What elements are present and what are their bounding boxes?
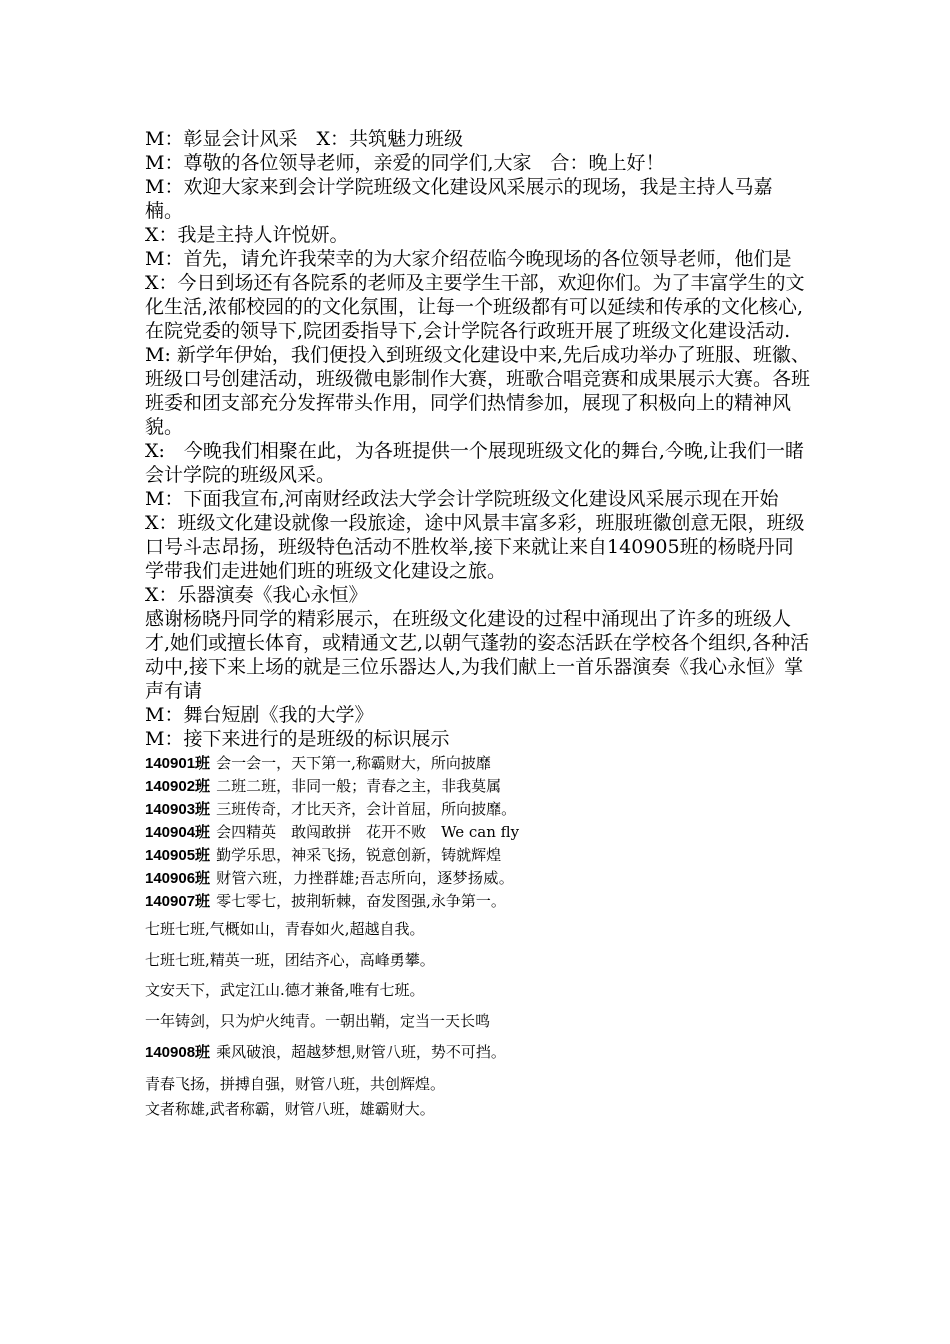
class-number: 140906班 <box>145 870 211 887</box>
script-line: M：欢迎大家来到会计学院班级文化建设风采展示的现场，我是主持人马嘉楠。 <box>145 176 773 222</box>
title-line: M：彰显会计风采 X：共筑魅力班级 <box>145 128 463 150</box>
script-line: X: 今晚我们相聚在此，为各班提供一个展现班级文化的舞台,今晚,让我们一睹会计学院的班级风采。 <box>145 440 805 486</box>
class-slogan-list <box>145 753 810 914</box>
class-slogan: 会一会一，天下第一,称霸财大，所向披靡 <box>216 754 491 772</box>
script-line: M：接下来进行的是班级的标识展示 <box>145 728 450 750</box>
class-slogan: 二班二班，非同一般；青春之主，非我莫属 <box>216 777 502 795</box>
class-number: 140901班 <box>145 755 211 772</box>
class7-extra-line: 七班七班,精英一班，团结齐心，高峰勇攀。 <box>145 951 435 969</box>
class-number: 140907班 <box>145 893 211 910</box>
class-number: 140904班 <box>145 824 211 841</box>
class-number: 140905班 <box>145 847 211 864</box>
script-line: X：我是主持人许悦妍。 <box>145 224 349 246</box>
script-line: M：下面我宣布,河南财经政法大学会计学院班级文化建设风采展示现在开始 <box>145 488 779 510</box>
class-slogan-row <box>145 753 810 776</box>
script-line: M：尊敬的各位领导老师，亲爱的同学们,大家 合：晚上好！ <box>145 152 665 174</box>
script-line: X：乐器演奏《我心永恒》 <box>145 584 368 606</box>
script-line: M: 新学年伊始，我们便投入到班级文化建设中来,先后成功举办了班服、班徽、班级口号创建活动，班级微电影制作大赛，班歌合唱竞赛和成果展示大赛。各班班委和团支部充分发挥带头作用，同学们热情参加，展现了积极向上的精神风貌。 <box>145 344 811 438</box>
script-line: M：首先，请允许我荣幸的为大家介绍莅临今晚现场的各位领导老师，他们是 <box>145 248 792 270</box>
class-slogan-row <box>145 868 810 891</box>
class-number: 140903班 <box>145 801 211 818</box>
class8-extra-line: 青春飞扬，拼搏自强，财管八班，共创辉煌。 <box>145 1075 446 1093</box>
class-slogan-row <box>145 1042 810 1065</box>
script-line: X：班级文化建设就像一段旅途，途中风景丰富多彩，班服班徽创意无限，班级口号斗志昂扬，班级特色活动不胜枚举,接下来就让来自140905班的杨晓丹同学带我们走进她们班的班级文化建设之旅。 <box>145 512 805 582</box>
class-slogan-row <box>145 891 810 914</box>
class-slogan-row <box>145 845 810 868</box>
class-slogan: 会四精英 敢闯敢拼 花开不败 We can fly <box>216 823 520 841</box>
class-slogan-row <box>145 822 810 845</box>
class-slogan: 零七零七，披荆斩棘，奋发图强,永争第一。 <box>216 892 506 910</box>
class-number: 140908班 <box>145 1044 211 1061</box>
document-page <box>145 127 810 1119</box>
class7-extra-line: 一年铸剑，只为炉火纯青。一朝出鞘，定当一天长鸣 <box>145 1012 491 1030</box>
class8-extra-line: 文者称雄,武者称霸，财管八班，雄霸财大。 <box>145 1100 435 1118</box>
class-slogan-row <box>145 776 810 799</box>
script-line: M：舞台短剧《我的大学》 <box>145 704 374 726</box>
script-line: 感谢杨晓丹同学的精彩展示，在班级文化建设的过程中涌现出了许多的班级人才,她们或擅长体育，或精通文艺,以朝气蓬勃的姿态活跃在学校各个组织,各种活动中,接下来上场的就是三位乐器达人,为我们献上一首乐器演奏《我心永恒》掌声有请 <box>145 608 810 702</box>
class-slogan-row <box>145 799 810 822</box>
class-slogan: 乘风破浪，超越梦想,财管八班，势不可挡。 <box>216 1043 506 1061</box>
script-line: X：今日到场还有各院系的老师及主要学生干部，欢迎你们。为了丰富学生的文化生活,浓郁校园的的文化氛围，让每一个班级都有可以延续和传承的文化核心,在院党委的领导下,院团委指导下,会计学院各行政班开展了班级文化建设活动. <box>145 272 805 342</box>
class-slogan: 勤学乐思，神采飞扬，锐意创新，铸就辉煌 <box>216 846 502 864</box>
class7-extra-line: 文安天下，武定江山.德才兼备,唯有七班。 <box>145 981 425 999</box>
class-slogan: 三班传奇，才比天齐，会计首屈，所向披靡。 <box>216 800 517 818</box>
class-number: 140902班 <box>145 778 211 795</box>
class7-extra-line: 七班七班,气概如山，青春如火,超越自我。 <box>145 920 425 938</box>
class-slogan: 财管六班，力挫群雄;吾志所向，逐梦扬威。 <box>216 869 515 887</box>
